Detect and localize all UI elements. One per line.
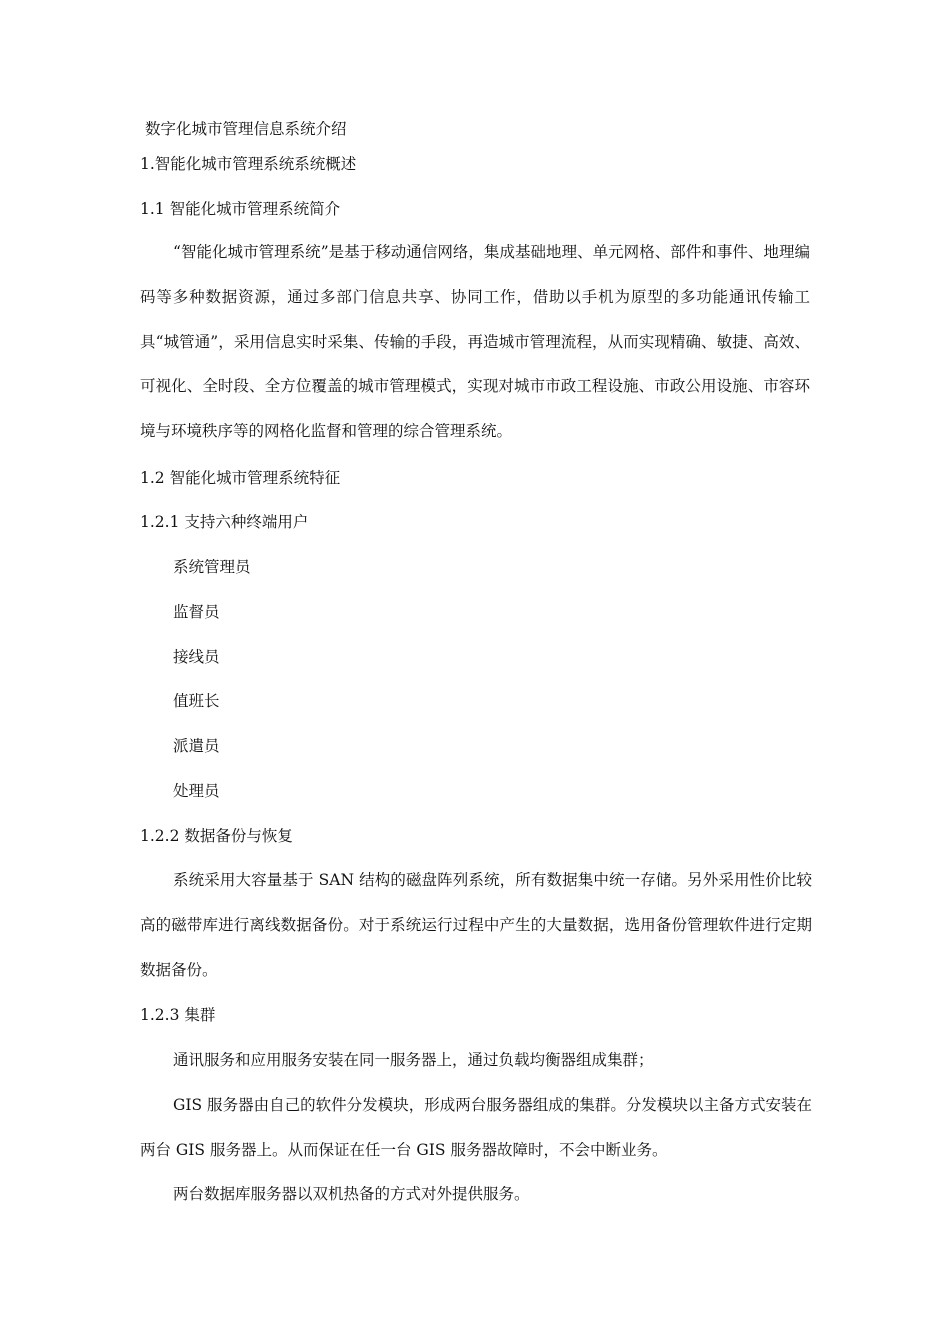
list-item-role: 接线员 xyxy=(173,648,220,666)
heading-1-1: 1.1 智能化城市管理系统简介 xyxy=(140,200,341,218)
document-title: 数字化城市管理信息系统介绍 xyxy=(145,120,347,138)
list-item-role: 系统管理员 xyxy=(173,558,251,576)
cluster-paragraph-1: 通讯服务和应用服务安装在同一服务器上，通过负载均衡器组成集群； xyxy=(173,1051,654,1069)
intro-paragraph: “智能化城市管理系统”是基于移动通信网络，集成基础地理、单元网格、部件和事件、地理编码等多种数据资源，通过多部门信息共享、协同工作，借助以手机为原型的多功能通讯传输工具“城管通”，采用信息实时采集、传输的手段，再造城市管理流程，从而实现精确、敏捷、高效、可视化、全时段、全方位覆盖的城市管理模式，实现对城市市政工程设施、市政公用设施、市容环境与环境秩序等的网格化监督和管理的综合管理系统。 xyxy=(140,243,810,441)
list-item-role: 处理员 xyxy=(173,782,220,800)
list-item-role: 派遣员 xyxy=(173,737,220,755)
heading-1-2: 1.2 智能化城市管理系统特征 xyxy=(140,469,341,487)
list-item-role: 监督员 xyxy=(173,603,220,621)
heading-1-2-3: 1.2.3 集群 xyxy=(140,1006,216,1024)
backup-paragraph: 系统采用大容量基于 SAN 结构的磁盘阵列系统，所有数据集中统一存储。另外采用性价比较高的磁带库进行离线数据备份。对于系统运行过程中产生的大量数据，选用备份管理软件进行定期数据备份。 xyxy=(140,871,812,979)
heading-1-2-1: 1.2.1 支持六种终端用户 xyxy=(140,513,309,531)
cluster-paragraph-3: 两台数据库服务器以双机热备的方式对外提供服务。 xyxy=(173,1185,530,1203)
cluster-paragraph-2: GIS 服务器由自己的软件分发模块，形成两台服务器组成的集群。分发模块以主备方式安装在两台 GIS 服务器上。从而保证在任一台 GIS 服务器故障时，不会中断业务。 xyxy=(140,1096,812,1159)
heading-1-2-2: 1.2.2 数据备份与恢复 xyxy=(140,827,293,845)
list-item-role: 值班长 xyxy=(173,692,220,710)
heading-1: 1.智能化城市管理系统系统概述 xyxy=(140,155,357,173)
